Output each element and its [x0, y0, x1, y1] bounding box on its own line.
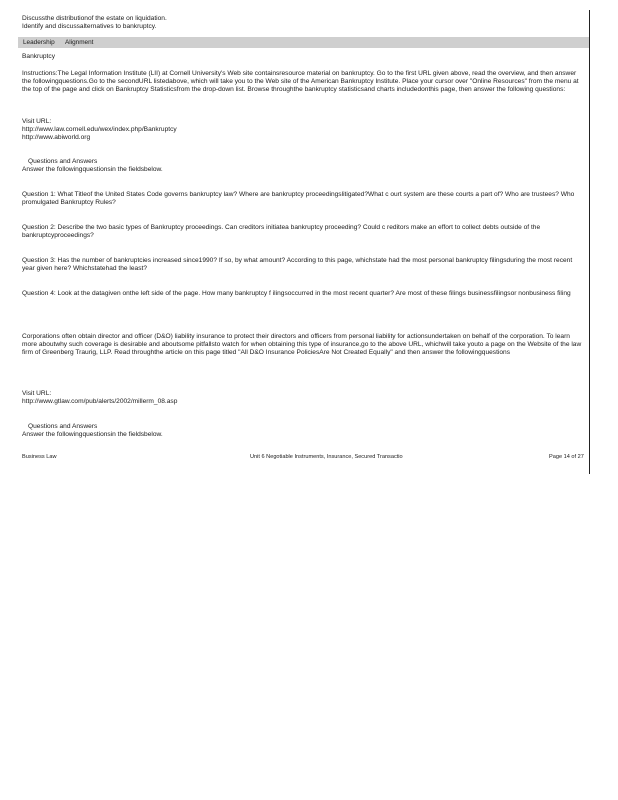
- band-alignment-label: Alignment: [65, 39, 94, 46]
- section-title: Bankruptcy: [22, 53, 55, 60]
- qa-heading-1: Questions and Answers: [28, 158, 98, 165]
- question-4: Question 4: Look at the datagiven onthe left side of the page. How many bankruptcy f ilingsoccurred in the most recent quarter? Are most of these filings businessfilingsor nonbusiness filing: [22, 290, 571, 297]
- question-3: Question 3: Has the number of bankruptcies increased since1990? If so, by what amount? According to this page, whichstate had the most personal bankruptcy filingsduring the most recent year given here? Whichstatehad the least?: [22, 257, 573, 272]
- instructions-paragraph: Instructions:The Legal Information Institute (LII) at Cornell University's Web site containsresource material on bankruptcy. Go to the first URL given above, read the overview, and then answer the followingquestions.Go to the secondURL listedabove, which will take you to the Web site of the American Bankruptcy Institute. Place your cursor over "Online Resources" from the menu at the top of the page and click on Bankruptcy Statisticsfrom the drop-down list. Browse throughthe bankruptcy statisticsand charts includedonthis page, then answer the following questions:: [22, 70, 579, 93]
- url-link-abiworld[interactable]: http://www.abiworld.org: [22, 134, 91, 141]
- qa-heading-2: Questions and Answers: [28, 423, 98, 430]
- visit-url-label-2: Visit URL:: [22, 390, 52, 397]
- footer-page-number: Page 14 of 27: [549, 454, 584, 460]
- corporations-paragraph: Corporations often obtain director and officer (D&O) liability insurance to protect their directors and officers from personal liability for actionsundertaken on behalf of the corporation. To learn more aboutwhy such coverage is desirable and aboutsome pitfallsto watch for when obtaining this type of insurance,go to the above URL, whichwill take youto a page on the Website of the law firm of Greenberg Traurig, LLP. Read throughthe article on this page titled "All D&O Insurance PoliciesAre Not Created Equally" and then answer the followingquestions: [22, 333, 582, 356]
- objective-line-1: Discussthe distributionof the estate on liquidation.: [22, 15, 167, 22]
- right-margin-rule: [589, 10, 590, 474]
- url-link-cornell[interactable]: http://www.law.cornell.edu/wex/index.php/Bankruptcy: [22, 126, 177, 133]
- footer-unit-title: Unit 6 Negotiable Instruments, Insurance, Secured Transactio: [250, 454, 403, 460]
- band-leadership-label: Leadership: [23, 39, 55, 46]
- objective-line-2: Identify and discussalternatives to bankruptcy.: [22, 23, 157, 30]
- question-1: Question 1: What Titleof the United States Code governs bankruptcy law? Where are bankruptcy proceedingslitigated?What c ourt system are these courts a part of? Who are trustees? Who promulgated Bankruptcy Rules?: [22, 191, 575, 206]
- footer-course-title: Business Law: [22, 454, 57, 460]
- url-link-gtlaw[interactable]: http://www.gtlaw.com/pub/alerts/2002/millerm_08.asp: [22, 398, 178, 405]
- qa-instruction-1: Answer the followingquestionsin the fieldsbelow.: [22, 166, 163, 173]
- question-2: Question 2: Describe the two basic types of Bankruptcy proceedings. Can creditors initiatea bankruptcy proceeding? Could c reditors make an effort to collect debts outside of the bankruptcyproceedings?: [22, 224, 541, 239]
- section-header-band: [18, 37, 589, 48]
- visit-url-label-1: Visit URL:: [22, 118, 52, 125]
- qa-instruction-2: Answer the followingquestionsin the fieldsbelow.: [22, 431, 163, 438]
